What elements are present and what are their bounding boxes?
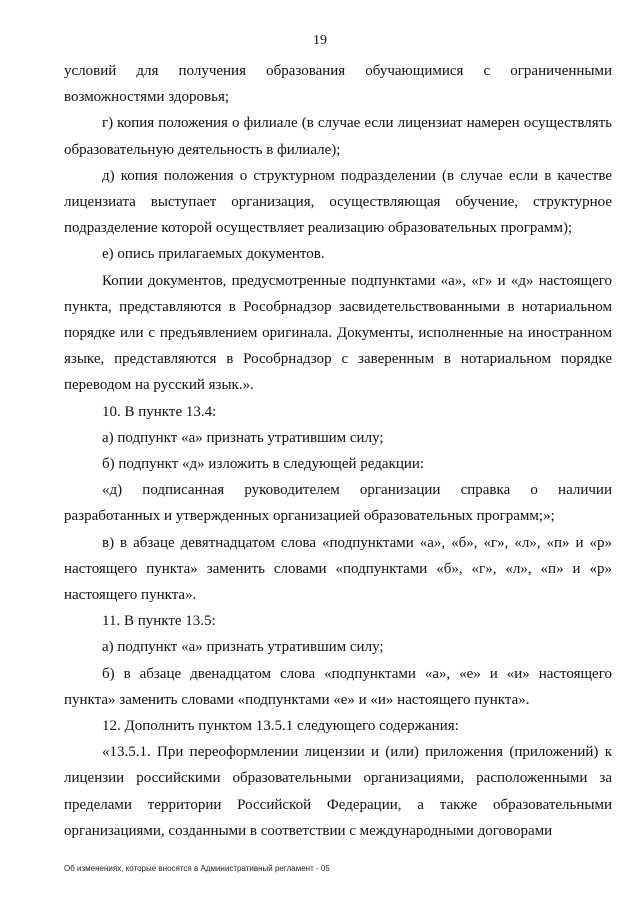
paragraph: 10. В пункте 13.4: (102, 403, 217, 420)
paragraph: а) подпункт «а» признать утратившим силу; (102, 639, 384, 656)
paragraph: г) копия положения о филиале (в случае если лицензиат намерен осуществлять образовательную деятельность в филиале); (64, 115, 612, 158)
paragraph: в) в абзаце девятнадцатом слова «подпунктами «а», «б», «г», «л», «п» и «р» настоящего пункта» заменить словами «подпунктами «б», «г», «л», «п» и «р» настоящего пункта». (64, 534, 612, 604)
paragraph: условий для получения образования обучающимися с ограниченными возможностями здоровья; (64, 63, 612, 106)
paragraph: а) подпункт «а» признать утратившим силу; (102, 429, 384, 446)
page-number: 19 (313, 33, 327, 48)
paragraph: д) копия положения о структурном подразделении (в случае если в качестве лицензиата выступает организация, осуществляющая обучение, структурное подразделение которой осуществляет реализацию образовательных программ); (64, 167, 612, 237)
paragraph: е) опись прилагаемых документов. (102, 246, 325, 263)
paragraph: «13.5.1. При переоформлении лицензии и (или) приложения (приложений) к лицензии российскими образовательными организациями, расположенными за пределами территории Российской Федерации, а также образовательными организациями, созданными в соответствии с международными договорами (64, 744, 612, 839)
paragraph: 11. В пункте 13.5: (102, 613, 216, 630)
paragraph: «д) подписанная руководителем организации справка о наличии разработанных и утвержденных организацией образовательных программ;»; (64, 482, 612, 525)
paragraph: Копии документов, предусмотренные подпунктами «а», «г» и «д» настоящего пункта, представляются в Рособрнадзор засвидетельствованными в нотариальном порядке или с предъявлением оригинала. Документы, исполненные на иностранном языке, представляются в Рособрнадзор с заверенным в нотариальном порядке переводом на русский язык.». (64, 272, 612, 394)
document-body (64, 58, 612, 844)
footer-note: Об изменениях, которые вносятся в Административный регламент - 05 (64, 864, 330, 873)
paragraph: б) в абзаце двенадцатом слова «подпунктами «а», «е» и «и» настоящего пункта» заменить словами «подпунктами «е» и «и» настоящего пункта». (64, 665, 612, 708)
paragraph: 12. Дополнить пунктом 13.5.1 следующего содержания: (102, 718, 459, 735)
paragraph: б) подпункт «д» изложить в следующей редакции: (102, 456, 425, 473)
